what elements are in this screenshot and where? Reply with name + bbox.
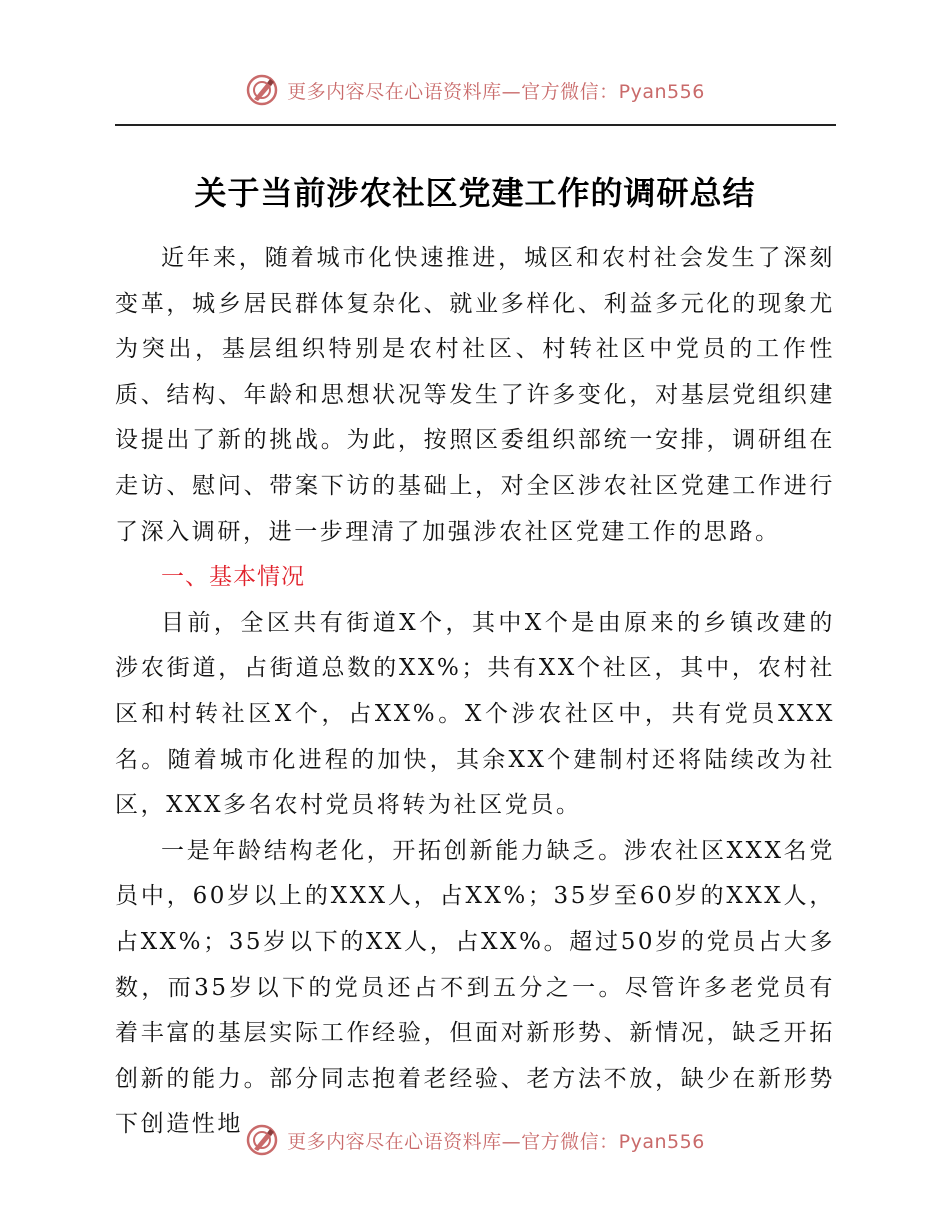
- footer-banner-text: 更多内容尽在心语资料库—官方微信：Pyan556: [287, 1130, 705, 1153]
- section-heading: 一、基本情况: [161, 564, 305, 591]
- header-banner-text: 更多内容尽在心语资料库—官方微信：Pyan556: [287, 80, 705, 103]
- header-divider: [115, 124, 836, 126]
- header-banner: [0, 70, 950, 110]
- library-logo-icon: [245, 1123, 279, 1157]
- library-logo-icon: [245, 73, 279, 107]
- footer-banner: [0, 1120, 950, 1160]
- paragraph-age-structure: 一是年龄结构老化，开拓创新能力缺乏。涉农社区XXX名党员中，60岁以上的XXX人，占XX%；35岁至60岁的XXX人，占XX%；35岁以下的XX人，占XX%。超过50岁的党员占大多数，而35岁以下的党员还占不到五分之一。尽管许多老党员有着丰富的基层实际工作经验，但面对新形势、新情况，缺乏开拓创新的能力。部分同志抱着老经验、老方法不放，缺少在新形势下创造性地: [115, 837, 835, 1138]
- paragraph-intro: 近年来，随着城市化快速推进，城区和农村社会发生了深刻变革，城乡居民群体复杂化、就业多样化、利益多元化的现象尤为突出，基层组织特别是农村社区、村转社区中党员的工作性质、结构、年龄和思想状况等发生了许多变化，对基层党组织建设提出了新的挑战。为此，按照区委组织部统一安排，调研组在走访、慰问、带案下访的基础上，对全区涉农社区党建工作进行了深入调研，进一步理清了加强涉农社区党建工作的思路。: [115, 245, 835, 545]
- document-title: 关于当前涉农社区党建工作的调研总结: [194, 174, 756, 212]
- paragraph-overview: 目前，全区共有街道X个，其中X个是由原来的乡镇改建的涉农街道，占街道总数的XX%；共有XX个社区，其中，农村社区和村转社区X个，占XX%。X个涉农社区中，共有党员XXX名。随着城市化进程的加快，其余XX个建制村还将陆续改为社区，XXX多名农村党员将转为社区党员。: [115, 609, 835, 819]
- document-body: [115, 236, 835, 1148]
